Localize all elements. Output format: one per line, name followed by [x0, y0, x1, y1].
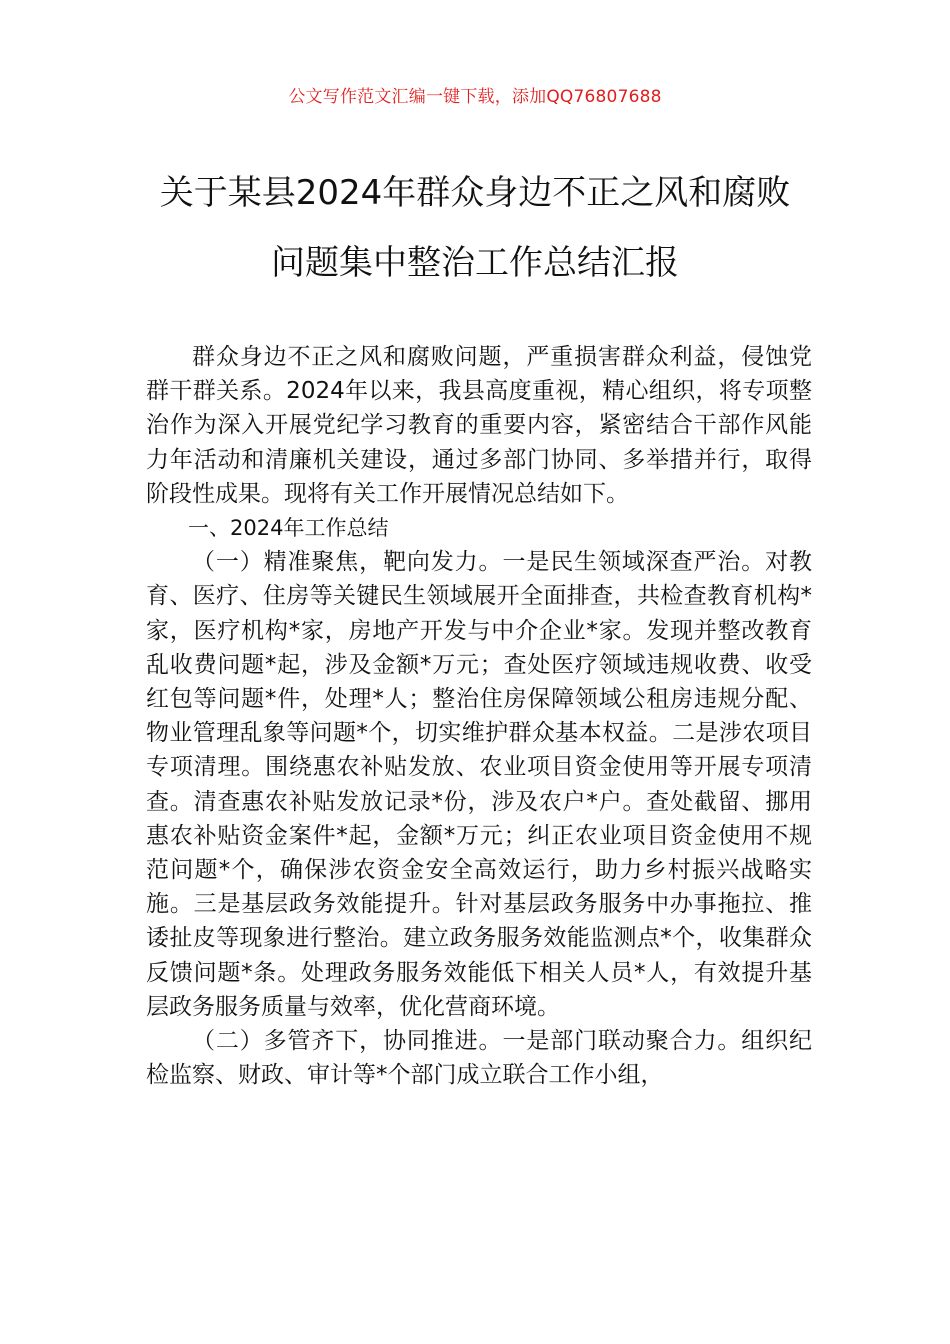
document-title	[120, 158, 830, 298]
section-paragraph: （一）精准聚焦，靶向发力。一是民生领域深查严治。对教育、医疗、住房等关键民生领域展开全面排查，共检查教育机构*家，医疗机构*家，房地产开发与中介企业*家。发现并整改教育乱收费问题*起，涉及金额*万元；查处医疗领域违规收费、收受红包等问题*件，处理*人；整治住房保障领域公租房违规分配、物业管理乱象等问题*个，切实维护群众基本权益。二是涉农项目专项清理。围绕惠农补贴发放、农业项目资金使用等开展专项清查。清查惠农补贴发放记录*份，涉及农户*户。查处截留、挪用惠农补贴资金案件*起，金额*万元；纠正农业项目资金使用不规范问题*个，确保涉农资金安全高效运行，助力乡村振兴战略实施。三是基层政务效能提升。针对基层政务服务中办事拖拉、推诿扯皮等现象进行整治。建立政务服务效能监测点*个，收集群众反馈问题*条。处理政务服务效能低下相关人员*人，有效提升基层政务服务质量与效率，优化营商环境。	[146, 549, 812, 1020]
document-body	[146, 340, 812, 1092]
section-paragraph: （二）多管齐下，协同推进。一是部门联动聚合力。组织纪检监察、财政、审计等*个部门成立联合工作小组，	[146, 1028, 812, 1089]
download-promo-header: 公文写作范文汇编一键下载，添加QQ76807688	[288, 87, 662, 107]
title-line-1: 关于某县2024年群众身边不正之风和腐败	[159, 173, 791, 213]
section-heading: 一、2024年工作总结	[188, 516, 389, 541]
intro-paragraph: 群众身边不正之风和腐败问题，严重损害群众利益，侵蚀党群干群关系。2024年以来，我县高度重视，精心组织，将专项整治作为深入开展党纪学习教育的重要内容，紧密结合干部作风能力年活动和清廉机关建设，通过多部门协同、多举措并行，取得阶段性成果。现将有关工作开展情况总结如下。	[146, 344, 812, 507]
title-line-2: 问题集中整治工作总结汇报	[271, 243, 679, 283]
